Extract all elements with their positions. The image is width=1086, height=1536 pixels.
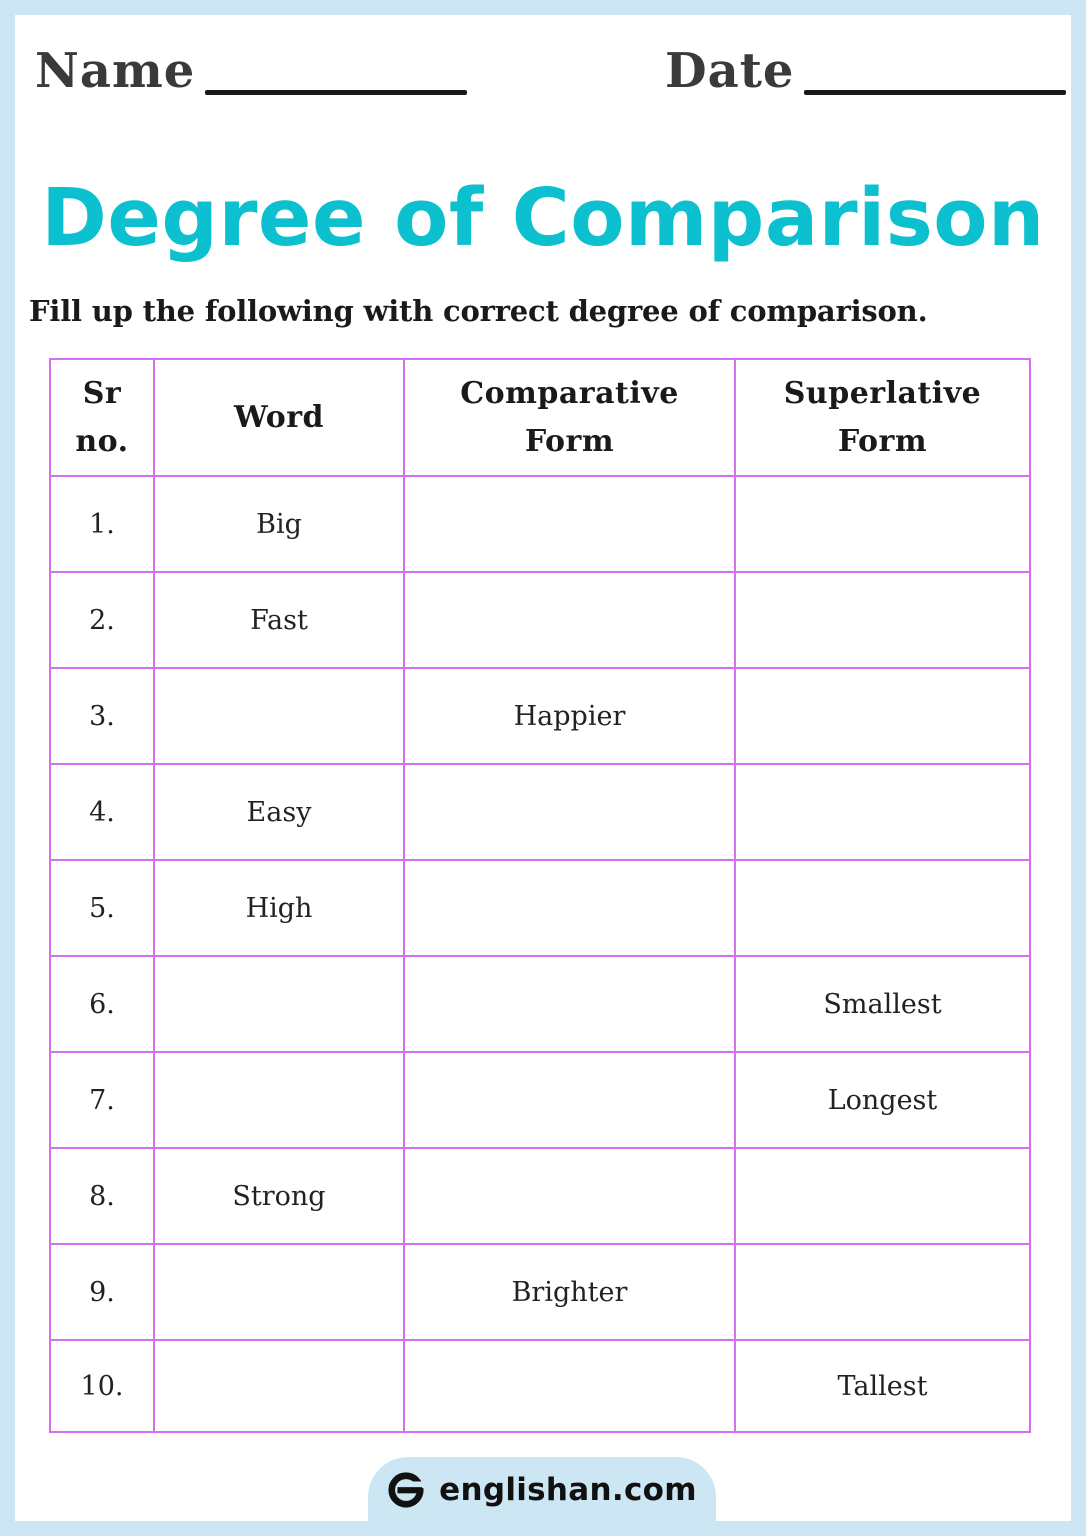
cell-superlative[interactable]: [735, 476, 1030, 572]
header-comparative-line1: Comparative: [460, 375, 679, 411]
cell-superlative[interactable]: [735, 572, 1030, 668]
date-label: Date: [665, 43, 795, 99]
table-header-row: [50, 359, 1030, 476]
cell-comparative[interactable]: [404, 956, 735, 1052]
cell-comparative[interactable]: Brighter: [404, 1244, 735, 1340]
date-field: [665, 43, 1066, 99]
cell-comparative[interactable]: [404, 860, 735, 956]
header-superlative-line1: Superlative: [783, 375, 982, 411]
cell-sr: 9.: [50, 1244, 154, 1340]
table-row: [50, 764, 1030, 860]
site-footer: [368, 1457, 716, 1527]
worksheet-title: Degree of Comparison: [41, 172, 1045, 264]
cell-comparative[interactable]: [404, 572, 735, 668]
header-comparative: [404, 359, 735, 476]
cell-sr: 1.: [50, 476, 154, 572]
header-sr-line2: no.: [75, 423, 129, 459]
header-word-label: Word: [233, 399, 325, 435]
cell-word[interactable]: Big: [154, 476, 404, 572]
englishan-logo-icon: [387, 1471, 425, 1509]
cell-word[interactable]: [154, 1244, 404, 1340]
cell-comparative[interactable]: [404, 764, 735, 860]
worksheet-page: [15, 15, 1071, 1521]
header-superlative: [735, 359, 1030, 476]
cell-comparative[interactable]: [404, 1148, 735, 1244]
cell-comparative[interactable]: Happier: [404, 668, 735, 764]
table-row: [50, 1340, 1030, 1432]
cell-sr: 7.: [50, 1052, 154, 1148]
date-blank-line[interactable]: [804, 90, 1066, 95]
header-sr-line1: Sr: [82, 375, 122, 411]
header-comparative-line2: Form: [524, 423, 615, 459]
table-row: [50, 1148, 1030, 1244]
cell-superlative[interactable]: Smallest: [735, 956, 1030, 1052]
cell-word[interactable]: Easy: [154, 764, 404, 860]
cell-sr: 6.: [50, 956, 154, 1052]
cell-sr: 4.: [50, 764, 154, 860]
table-row: [50, 668, 1030, 764]
name-field: [35, 43, 467, 99]
site-url[interactable]: englishan.com: [439, 1472, 697, 1508]
table-row: [50, 572, 1030, 668]
cell-superlative[interactable]: [735, 1244, 1030, 1340]
table-row: [50, 476, 1030, 572]
cell-word[interactable]: Strong: [154, 1148, 404, 1244]
comparison-table: [49, 358, 1031, 1433]
cell-comparative[interactable]: [404, 1340, 735, 1432]
cell-word[interactable]: [154, 956, 404, 1052]
cell-comparative[interactable]: [404, 476, 735, 572]
cell-sr: 10.: [50, 1340, 154, 1432]
cell-superlative[interactable]: [735, 1148, 1030, 1244]
table-row: [50, 1052, 1030, 1148]
table-row: [50, 860, 1030, 956]
cell-superlative[interactable]: [735, 860, 1030, 956]
table-row: [50, 1244, 1030, 1340]
instruction-text: Fill up the following with correct degree of comparison.: [29, 294, 928, 328]
name-blank-line[interactable]: [205, 90, 467, 95]
cell-superlative[interactable]: [735, 668, 1030, 764]
cell-superlative[interactable]: Longest: [735, 1052, 1030, 1148]
cell-sr: 2.: [50, 572, 154, 668]
cell-comparative[interactable]: [404, 1052, 735, 1148]
cell-word[interactable]: [154, 1052, 404, 1148]
header-superlative-line2: Form: [837, 423, 928, 459]
cell-word[interactable]: [154, 1340, 404, 1432]
cell-sr: 5.: [50, 860, 154, 956]
cell-word[interactable]: Fast: [154, 572, 404, 668]
name-label: Name: [35, 43, 196, 99]
header-sr-no: [50, 359, 154, 476]
cell-superlative[interactable]: Tallest: [735, 1340, 1030, 1432]
cell-sr: 3.: [50, 668, 154, 764]
cell-word[interactable]: High: [154, 860, 404, 956]
cell-word[interactable]: [154, 668, 404, 764]
header-word: [154, 359, 404, 476]
cell-superlative[interactable]: [735, 764, 1030, 860]
table-row: [50, 956, 1030, 1052]
cell-sr: 8.: [50, 1148, 154, 1244]
